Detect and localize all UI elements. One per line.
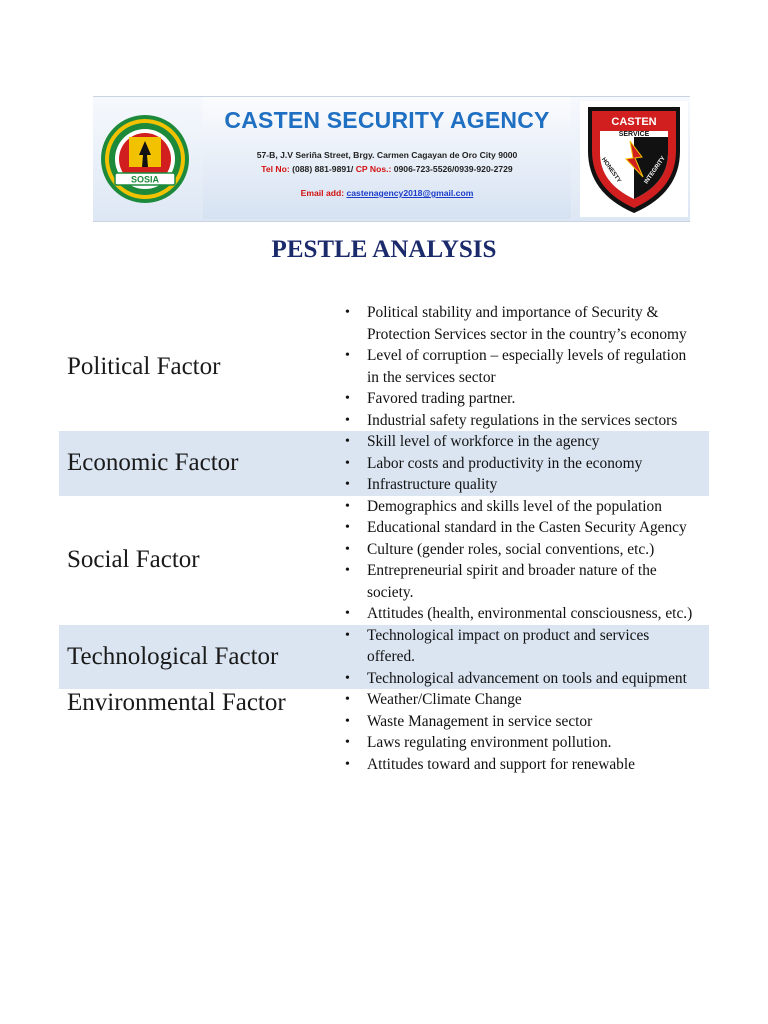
factor-item: • Attitudes toward and support for renewable	[367, 754, 697, 776]
cp-value: 0906-723-5526/0939-920-2729	[391, 164, 513, 174]
factor-item: • Laws regulating environment pollution.	[367, 732, 697, 754]
factor-item: • Favored trading partner.	[367, 388, 697, 410]
agency-name: CASTEN SECURITY AGENCY	[224, 107, 550, 133]
factor-item: • Attitudes (health, environmental consciousness, etc.)	[367, 603, 697, 625]
svg-text:CASTEN: CASTEN	[611, 116, 657, 128]
factor-item: • Technological impact on product and services offered.	[367, 625, 697, 668]
factor-item: • Level of corruption – especially levels of regulation in the services sector	[367, 345, 697, 388]
cp-label: CP Nos.:	[355, 164, 392, 174]
factor-item: • Labor costs and productivity in the economy	[367, 453, 697, 475]
factor-item-list	[329, 496, 709, 625]
factor-item: • Industrial safety regulations in the services sectors	[367, 410, 697, 432]
factor-row-technological	[59, 625, 709, 690]
factor-item: • Infrastructure quality	[367, 474, 697, 496]
factor-item-list	[329, 625, 709, 690]
casten-shield-logo	[580, 101, 688, 217]
factor-row-economic	[59, 431, 709, 496]
factor-item: • Entrepreneurial spirit and broader nature of the society.	[367, 560, 697, 603]
letterhead	[93, 96, 690, 222]
factor-name: Political Factor	[67, 352, 221, 380]
factor-row-political	[59, 302, 709, 431]
pestle-table	[59, 302, 709, 775]
factor-item-list	[329, 431, 709, 496]
factor-name: Technological Factor	[67, 642, 279, 670]
document-title: PESTLE ANALYSIS	[271, 236, 497, 263]
factor-name: Economic Factor	[67, 449, 239, 477]
svg-text:HONESTY: HONESTY	[600, 156, 622, 185]
svg-text:INTEGRITY: INTEGRITY	[643, 155, 667, 186]
factor-item: • Demographics and skills level of the population	[367, 496, 697, 518]
svg-text:SOSIA: SOSIA	[130, 174, 160, 185]
factor-item: • Technological advancement on tools and equipment	[367, 668, 697, 690]
svg-text:SERVICE: SERVICE	[618, 131, 650, 138]
email-link[interactable]: castenagency2018@gmail.com	[346, 188, 474, 198]
tel-label: Tel No:	[261, 164, 290, 174]
factor-item-list	[329, 302, 709, 431]
factor-name: Social Factor	[67, 546, 200, 573]
factor-row-environmental	[59, 689, 709, 775]
agency-phone-line	[203, 164, 571, 174]
factor-item: • Educational standard in the Casten Security Agency	[367, 517, 697, 539]
sosia-seal-logo	[95, 103, 195, 215]
factor-item-list	[329, 689, 709, 775]
agency-email-line	[203, 188, 571, 198]
factor-item: • Culture (gender roles, social conventions, etc.)	[367, 539, 697, 561]
factor-name: Environmental Factor	[67, 689, 286, 716]
factor-item: • Weather/Climate Change	[367, 689, 697, 711]
tel-value: (088) 881-9891/	[289, 164, 356, 174]
letterhead-center	[203, 97, 571, 219]
factor-item: • Waste Management in service sector	[367, 711, 697, 733]
agency-address: 57-B, J.V Seriña Street, Brgy. Carmen Cagayan de Oro City 9000	[256, 150, 518, 160]
factor-item: • Political stability and importance of Security & Protection Services sector in the country’s economy	[367, 302, 697, 345]
factor-row-social	[59, 496, 709, 625]
email-label: Email add:	[300, 188, 347, 198]
factor-item: • Skill level of workforce in the agency	[367, 431, 697, 453]
